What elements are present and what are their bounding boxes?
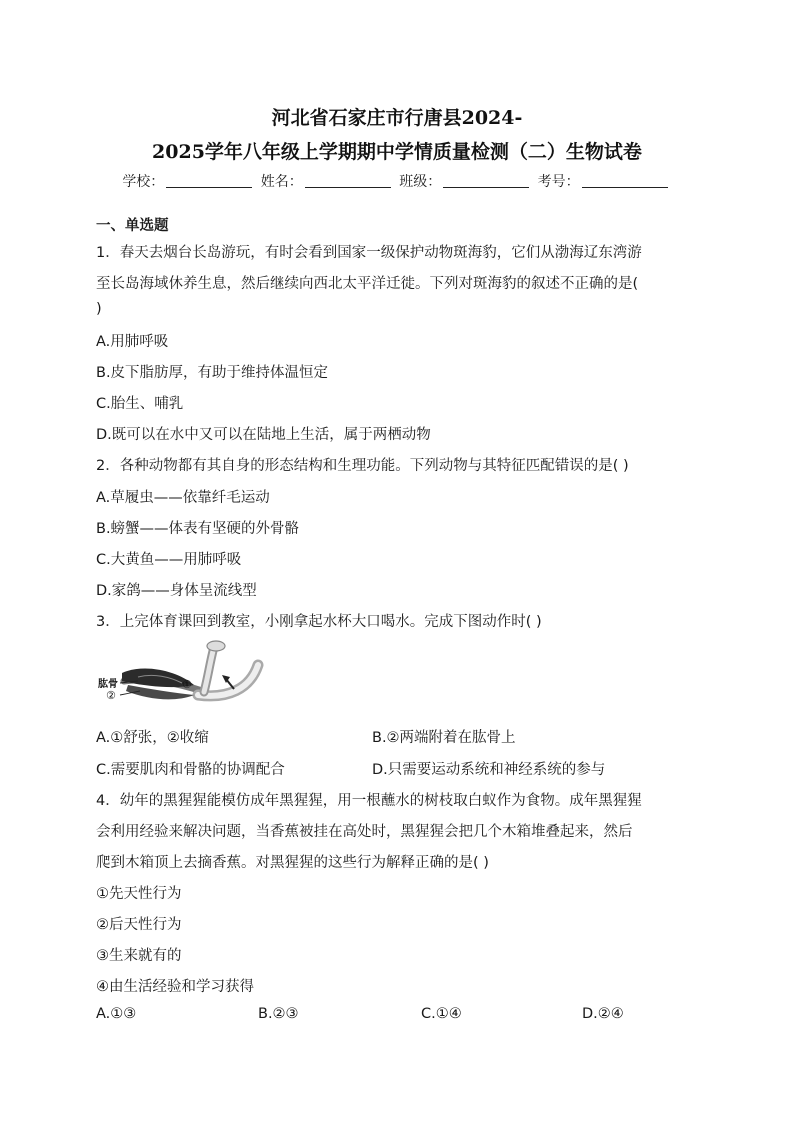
exam-number-blank[interactable] [582, 173, 668, 188]
q1-option-d[interactable]: D.既可以在水中又可以在陆地上生活，属于两栖动物 [96, 427, 431, 443]
q1-option-c[interactable]: C.胎生、哺乳 [96, 396, 184, 412]
q3-option-d[interactable]: D.只需要运动系统和神经系统的参与 [372, 762, 606, 778]
q3-option-a[interactable]: A.①舒张，②收缩 [96, 730, 209, 746]
q3-option-b[interactable]: B.②两端附着在肱骨上 [372, 730, 516, 746]
q4-stem-line1: 4．幼年的黑猩猩能模仿成年黑猩猩，用一根蘸水的树枝取白蚁作为食物。成年黑猩猩 [96, 793, 642, 809]
class-label: 班级： [399, 174, 442, 190]
q4-stem-line3: 爬到木箱顶上去摘香蕉。对黑猩猩的这些行为解释正确的是( ) [96, 855, 489, 871]
q4-statement-1: ①先天性行为 [96, 886, 182, 902]
q4-statement-2: ②后天性行为 [96, 917, 182, 933]
student-info-row [0, 171, 794, 191]
muscle-1-label: ① [182, 678, 192, 691]
q4-option-c[interactable]: C.①④ [421, 1006, 462, 1022]
q4-option-d[interactable]: D.②④ [582, 1006, 624, 1022]
q3-option-c[interactable]: C.需要肌肉和骨骼的协调配合 [96, 762, 285, 778]
q4-statement-4: ④由生活经验和学习获得 [96, 979, 254, 995]
q1-stem-line2: 至长岛海域休养生息，然后继续向西北太平洋迁徙。下列对斑海豹的叙述不正确的是( [96, 276, 639, 292]
school-label: 学校： [122, 174, 165, 190]
school-blank[interactable] [166, 173, 252, 188]
exam-number-label: 考号： [537, 174, 580, 190]
humerus-label: 肱骨 [98, 679, 118, 690]
q2-option-b[interactable]: B.螃蟹——体表有坚硬的外骨骼 [96, 521, 300, 537]
section-title: 一、单选题 [96, 218, 169, 234]
q4-statement-3: ③生来就有的 [96, 948, 182, 964]
q4-option-b[interactable]: B.②③ [258, 1006, 299, 1022]
arm-muscle-figure [98, 637, 268, 712]
name-label: 姓名： [260, 174, 303, 190]
exam-title-line1: 河北省石家庄市行唐县2024- [271, 107, 523, 129]
q2-option-a[interactable]: A.草履虫——依靠纤毛运动 [96, 490, 270, 506]
q1-option-a[interactable]: A.用肺呼吸 [96, 334, 169, 350]
class-blank[interactable] [443, 173, 529, 188]
q4-stem-line2: 会利用经验来解决问题，当香蕉被挂在高处时，黑猩猩会把几个木箱堆叠起来，然后 [96, 824, 633, 840]
name-blank[interactable] [305, 173, 391, 188]
q3-stem: 3．上完体育课回到教室，小刚拿起水杯大口喝水。完成下图动作时( ) [96, 614, 542, 630]
q4-option-a[interactable]: A.①③ [96, 1006, 137, 1022]
q2-stem: 2．各种动物都有其自身的形态结构和生理功能。下列动物与其特征匹配错误的是( ) [96, 458, 629, 474]
q1-option-b[interactable]: B.皮下脂肪厚，有助于维持体温恒定 [96, 365, 329, 381]
q1-stem-line1: 1．春天去烟台长岛游玩，有时会看到国家一级保护动物斑海豹，它们从渤海辽东湾游 [96, 245, 642, 261]
arm-muscle-illustration [98, 637, 268, 712]
q2-option-c[interactable]: C.大黄鱼——用肺呼吸 [96, 552, 242, 568]
muscle-2-label: ② [106, 689, 116, 702]
q2-option-d[interactable]: D.家鸽——身体呈流线型 [96, 583, 257, 599]
exam-title-line2: 2025学年八年级上学期期中学情质量检测（二）生物试卷 [152, 141, 642, 163]
q1-stem-line3: ) [96, 301, 102, 317]
